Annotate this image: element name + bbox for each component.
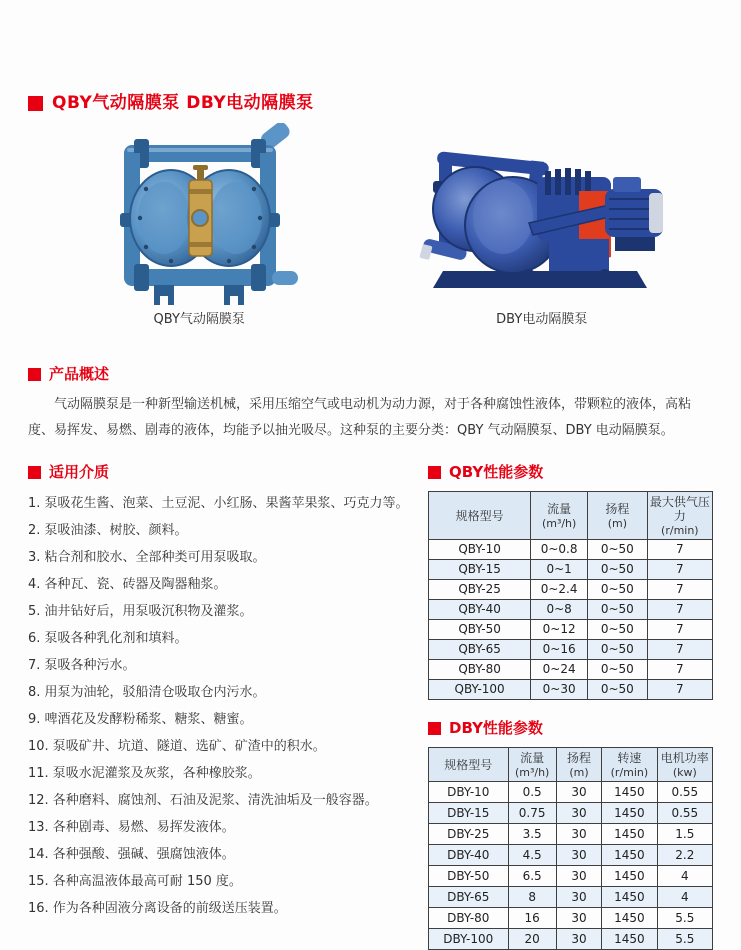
table-row	[429, 600, 713, 620]
table-cell: 7	[647, 680, 712, 700]
media-list-item: 8. 用泵为油轮，驳船清仓吸取仓内污水。	[28, 685, 266, 700]
overview-heading-text: 产品概述	[49, 365, 110, 383]
column-header: 规格型号	[429, 492, 531, 540]
table-cell: 0~2.4	[531, 580, 588, 600]
table-cell: 7	[647, 560, 712, 580]
table-cell: 4	[657, 866, 712, 887]
table-cell: DBY-65	[429, 887, 509, 908]
table-cell: 1450	[602, 824, 657, 845]
column-header: 规格型号	[429, 748, 509, 782]
red-square-bullet-icon	[28, 96, 43, 111]
table-cell: 5.5	[657, 908, 712, 929]
page-title	[28, 0, 713, 113]
table-cell: 5.5	[657, 929, 712, 950]
table-cell: 0~50	[588, 680, 648, 700]
product-images-row	[28, 123, 713, 328]
table-cell: 30	[556, 803, 601, 824]
table-row	[429, 845, 713, 866]
table-cell: DBY-40	[429, 845, 509, 866]
red-square-bullet-icon	[28, 368, 41, 381]
media-list-item: 6. 泵吸各种乳化剂和填料。	[28, 631, 188, 646]
table-cell: 1450	[602, 929, 657, 950]
column-header: 转速 (r/min)	[602, 748, 657, 782]
table-cell: 30	[556, 887, 601, 908]
table-cell: 0~50	[588, 580, 648, 600]
dby-pump-caption: DBY电动隔膜泵	[496, 312, 588, 327]
table-cell: 0~12	[531, 620, 588, 640]
table-cell: 20	[508, 929, 556, 950]
table-row	[429, 866, 713, 887]
table-row	[429, 540, 713, 560]
table-cell: 30	[556, 845, 601, 866]
table-cell: 0.55	[657, 803, 712, 824]
media-list-item: 2. 泵吸油漆、树胶、颜料。	[28, 523, 188, 538]
table-cell: 7	[647, 620, 712, 640]
red-square-bullet-icon	[28, 466, 41, 479]
table-row	[429, 908, 713, 929]
table-cell: DBY-15	[429, 803, 509, 824]
table-cell: 0.75	[508, 803, 556, 824]
table-row	[429, 660, 713, 680]
table-cell: 1450	[602, 866, 657, 887]
column-header: 扬程 (m)	[556, 748, 601, 782]
media-list-item: 3. 粘合剂和胶水、全部种类可用泵吸取。	[28, 550, 266, 565]
table-row	[429, 782, 713, 803]
table-cell: QBY-80	[429, 660, 531, 680]
media-list-item: 9. 啤酒花及发酵粉稀浆、糖浆、糖蜜。	[28, 712, 253, 727]
table-row	[429, 824, 713, 845]
table-cell: QBY-10	[429, 540, 531, 560]
media-list-item: 14. 各种强酸、强碱、强腐蚀液体。	[28, 847, 235, 862]
table-cell: DBY-25	[429, 824, 509, 845]
column-header: 扬程 (m)	[588, 492, 648, 540]
column-header: 流量 (m³/h)	[531, 492, 588, 540]
qby-pump-figure	[28, 123, 371, 328]
table-cell: QBY-40	[429, 600, 531, 620]
table-cell: QBY-50	[429, 620, 531, 640]
dby-spec-table	[428, 747, 713, 950]
column-header: 流量 (m³/h)	[508, 748, 556, 782]
table-cell: 30	[556, 908, 601, 929]
media-list-item: 1. 泵吸花生酱、泡菜、土豆泥、小红肠、果酱苹果浆、巧克力等。	[28, 496, 409, 511]
table-cell: 0~50	[588, 560, 648, 580]
overview-section	[28, 364, 713, 444]
table-cell: 30	[556, 782, 601, 803]
table-cell: 7	[647, 580, 712, 600]
table-cell: 4	[657, 887, 712, 908]
qby-table-heading-text: QBY性能参数	[449, 463, 544, 481]
table-cell: QBY-15	[429, 560, 531, 580]
qby-spec-table	[428, 491, 713, 700]
table-cell: 0~50	[588, 600, 648, 620]
table-cell: DBY-50	[429, 866, 509, 887]
table-cell: 30	[556, 866, 601, 887]
table-cell: 0~50	[588, 540, 648, 560]
media-list-item: 4. 各种瓦、瓷、砖器及陶器釉浆。	[28, 577, 227, 592]
table-cell: 0~50	[588, 620, 648, 640]
table-cell: DBY-80	[429, 908, 509, 929]
qby-table-heading	[428, 462, 713, 482]
table-cell: 0.5	[508, 782, 556, 803]
media-list-item: 15. 各种高温液体最高可耐 150 度。	[28, 874, 242, 889]
table-cell: 30	[556, 824, 601, 845]
table-row	[429, 640, 713, 660]
table-cell: 3.5	[508, 824, 556, 845]
dby-table-heading	[428, 718, 713, 738]
table-cell: QBY-65	[429, 640, 531, 660]
table-cell: 16	[508, 908, 556, 929]
media-heading	[28, 462, 406, 482]
table-header-row	[429, 492, 713, 540]
column-header: 最大供气压力 (r/min)	[647, 492, 712, 540]
overview-paragraph: 气动隔膜泵是一种新型输送机械，采用压缩空气或电动机为动力源，对于各种腐蚀性液体，带颗粒的液体，高粘度、易挥发、易燃、剧毒的液体，均能予以抽光吸尽。这种泵的主要分类：QBY 气动隔膜泵、DBY 电动隔膜泵。	[28, 397, 692, 438]
table-cell: 1450	[602, 887, 657, 908]
dby-pump-image	[409, 123, 674, 308]
qby-pump-caption: QBY气动隔膜泵	[153, 312, 245, 327]
table-cell: 1450	[602, 782, 657, 803]
table-cell: 0~16	[531, 640, 588, 660]
table-cell: 1450	[602, 803, 657, 824]
table-cell: 0.55	[657, 782, 712, 803]
page-title-text: QBY气动隔膜泵 DBY电动隔膜泵	[52, 93, 314, 113]
table-cell: 4.5	[508, 845, 556, 866]
media-list-item: 13. 各种剧毒、易燃、易挥发液体。	[28, 820, 235, 835]
table-cell: 0~50	[588, 660, 648, 680]
table-header-row	[429, 748, 713, 782]
red-square-bullet-icon	[428, 466, 441, 479]
table-cell: 1450	[602, 908, 657, 929]
spec-tables-section	[428, 462, 713, 950]
media-list-item: 10. 泵吸矿井、坑道、隧道、选矿、矿渣中的积水。	[28, 739, 326, 754]
table-cell: 0~8	[531, 600, 588, 620]
table-row	[429, 803, 713, 824]
table-row	[429, 929, 713, 950]
table-cell: DBY-100	[429, 929, 509, 950]
column-header: 电机功率 (kw)	[657, 748, 712, 782]
table-cell: 0~30	[531, 680, 588, 700]
media-list-item: 7. 泵吸各种污水。	[28, 658, 136, 673]
table-cell: 7	[647, 540, 712, 560]
table-cell: 7	[647, 600, 712, 620]
table-cell: 30	[556, 929, 601, 950]
table-row	[429, 887, 713, 908]
table-cell: 7	[647, 640, 712, 660]
table-cell: 6.5	[508, 866, 556, 887]
table-row	[429, 620, 713, 640]
media-list-item: 16. 作为各种固液分离设备的前级送压装置。	[28, 901, 287, 916]
table-row	[429, 680, 713, 700]
qby-pump-image	[94, 123, 304, 308]
dby-pump-figure	[371, 123, 714, 328]
dby-pump-photo	[409, 133, 674, 298]
red-square-bullet-icon	[428, 722, 441, 735]
table-cell: 0~50	[588, 640, 648, 660]
table-row	[429, 580, 713, 600]
applicable-media-section	[28, 462, 409, 927]
dby-table-heading-text: DBY性能参数	[449, 719, 543, 737]
qby-pump-photo	[94, 123, 304, 308]
table-cell: 7	[647, 660, 712, 680]
table-cell: 8	[508, 887, 556, 908]
table-cell: 2.2	[657, 845, 712, 866]
table-cell: QBY-25	[429, 580, 531, 600]
table-cell: 0~0.8	[531, 540, 588, 560]
table-cell: 0~24	[531, 660, 588, 680]
media-list	[28, 495, 409, 918]
table-cell: 0~1	[531, 560, 588, 580]
table-cell: 1450	[602, 845, 657, 866]
overview-heading	[28, 364, 713, 384]
media-list-item: 11. 泵吸水泥灌浆及灰浆，各种橡胶浆。	[28, 766, 261, 781]
table-cell: 1.5	[657, 824, 712, 845]
details-columns	[28, 462, 713, 950]
table-cell: DBY-10	[429, 782, 509, 803]
media-heading-text: 适用介质	[49, 463, 110, 481]
media-list-item: 12. 各种磨料、腐蚀剂、石油及泥浆、清洗油垢及一般容器。	[28, 793, 378, 808]
table-row	[429, 560, 713, 580]
media-list-item: 5. 油井钻好后，用泵吸沉积物及灌浆。	[28, 604, 253, 619]
table-cell: QBY-100	[429, 680, 531, 700]
